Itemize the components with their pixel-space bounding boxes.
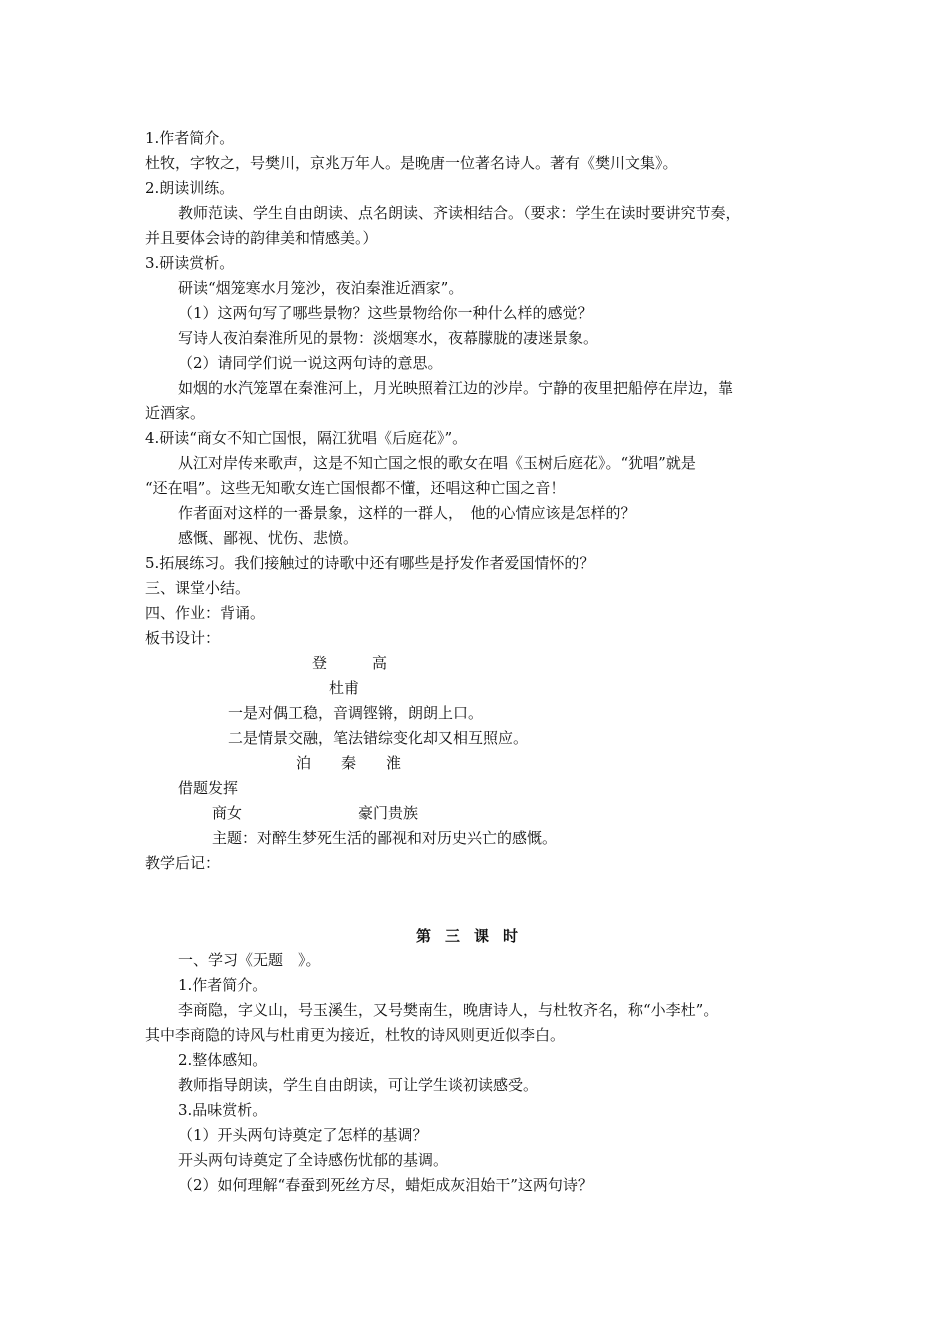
heading-author-intro: 1.作者简介。 (145, 129, 235, 147)
heading-extension: 5.拓展练习。我们接触过的诗歌中还有哪些是抒发作者爱国情怀的？ (145, 554, 595, 572)
paragraph-du-mu: 杜牧，字牧之，号樊川，京兆万年人。是晚唐一位著名诗人。著有《樊川文集》。 (145, 154, 678, 172)
heading-study-appreciation: 3.研读赏析。 (145, 254, 235, 272)
paragraph-study-line: 研读“烟笼寒水月笼沙，夜泊秦淮近酒家”。 (178, 279, 464, 297)
board-title-denggao: 登 高 (312, 654, 388, 672)
heading-author-intro-2: 1.作者简介。 (178, 976, 268, 994)
paragraph-li-shangyin: 李商隐，字义山，号玉溪生，又号樊南生，晚唐诗人，与杜牧齐名，称“小李杜”。 (178, 1001, 719, 1019)
paragraph-study-4-cont: “还在唱”。这些无知歌女连亡国恨都不懂，还唱这种亡国之音！ (145, 479, 566, 497)
board-point-2: 二是情景交融，笔法错综变化却又相互照应。 (228, 729, 529, 747)
board-point-haomen: 豪门贵族 (358, 804, 419, 822)
heading-study-wuti: 一、学习《无题 》。 (178, 951, 321, 969)
heading-study-4: 4.研读“商女不知亡国恨，隔江犹唱《后庭花》”。 (145, 429, 468, 447)
paragraph-reading-method: 教师范读、学生自由朗读、点名朗读、齐读相结合。（要求：学生在读时要讲究节奏， (178, 204, 741, 222)
answer-wuti-1: 开头两句诗奠定了全诗感伤忧郁的基调。 (178, 1151, 449, 1169)
heading-teaching-notes: 教学后记： (145, 854, 221, 872)
question-1: （1）这两句写了哪些景物？这些景物给你一种什么样的感觉？ (178, 304, 593, 322)
heading-appreciation: 3.品味赏析。 (178, 1101, 268, 1119)
section-title-third-lesson: 第三课时 (416, 927, 533, 945)
heading-summary: 三、课堂小结。 (145, 579, 251, 597)
question-2: （2）请同学们说一说这两句诗的意思。 (178, 354, 443, 372)
heading-reading-training: 2.朗读训练。 (145, 179, 235, 197)
board-theme: 主题：对醉生梦死生活的鄙视和对历史兴亡的感慨。 (212, 829, 558, 847)
board-point-borrow-topic: 借题发挥 (178, 779, 239, 797)
board-point-1: 一是对偶工稳，音调铿锵，朗朗上口。 (228, 704, 484, 722)
answer-mood: 感慨、鄙视、忧伤、悲愤。 (178, 529, 359, 547)
answer-2: 如烟的水汽笼罩在秦淮河上，月光映照着江边的沙岸。宁静的夜里把船停在岸边，靠 (178, 379, 734, 397)
board-author-du-fu: 杜甫 (329, 679, 360, 697)
paragraph-reading-method-cont: 并且要体会诗的韵律美和情感美。） (145, 229, 378, 247)
board-title-boqinhuai: 泊 秦 淮 (296, 754, 402, 772)
answer-1: 写诗人夜泊秦淮所见的景物：淡烟寒水，夜幕朦胧的凄迷景象。 (178, 329, 599, 347)
heading-overall-perception: 2.整体感知。 (178, 1051, 268, 1069)
heading-board-design: 板书设计： (145, 629, 221, 647)
paragraph-li-shangyin-cont: 其中李商隐的诗风与杜甫更为接近，杜牧的诗风则更近似李白。 (145, 1026, 566, 1044)
question-wuti-2: （2）如何理解“春蚕到死丝方尽，蜡炬成灰泪始干”这两句诗？ (178, 1176, 593, 1194)
paragraph-overall-perception: 教师指导朗读，学生自由朗读，可让学生谈初读感受。 (178, 1076, 539, 1094)
answer-2-cont: 近酒家。 (145, 404, 206, 422)
board-point-shangnv: 商女 (212, 804, 243, 822)
heading-homework: 四、作业：背诵。 (145, 604, 266, 622)
paragraph-study-4: 从江对岸传来歌声，这是不知亡国之恨的歌女在唱《玉树后庭花》。“犹唱”就是 (178, 454, 696, 472)
question-wuti-1: （1）开头两句诗奠定了怎样的基调？ (178, 1126, 428, 1144)
question-mood: 作者面对这样的一番景象，这样的一群人， 他的心情应该是怎样的？ (178, 504, 636, 522)
